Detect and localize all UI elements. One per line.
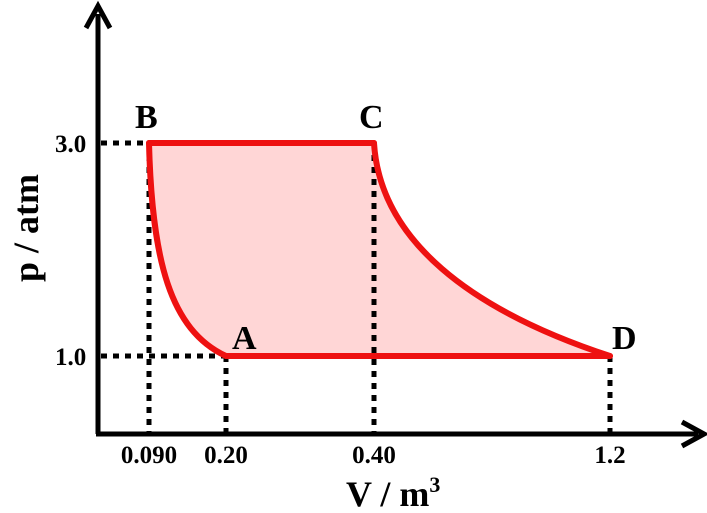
x-tick-0090: 0.090 xyxy=(120,442,178,469)
point-label-a: A xyxy=(232,320,257,357)
x-axis-title xyxy=(346,472,440,513)
y-tick-1: 1.0 xyxy=(55,344,87,371)
point-label-c: C xyxy=(359,99,384,136)
x-tick-12: 1.2 xyxy=(594,442,626,469)
point-label-b: B xyxy=(135,99,158,136)
x-tick-020: 0.20 xyxy=(204,442,248,469)
x-axis-title-main: V / m xyxy=(346,474,430,513)
y-axis-title: p / atm xyxy=(6,174,46,282)
x-tick-040: 0.40 xyxy=(352,442,396,469)
x-axis-title-superscript: 3 xyxy=(429,472,441,497)
point-label-d: D xyxy=(612,320,637,357)
y-tick-3: 3.0 xyxy=(55,131,87,158)
